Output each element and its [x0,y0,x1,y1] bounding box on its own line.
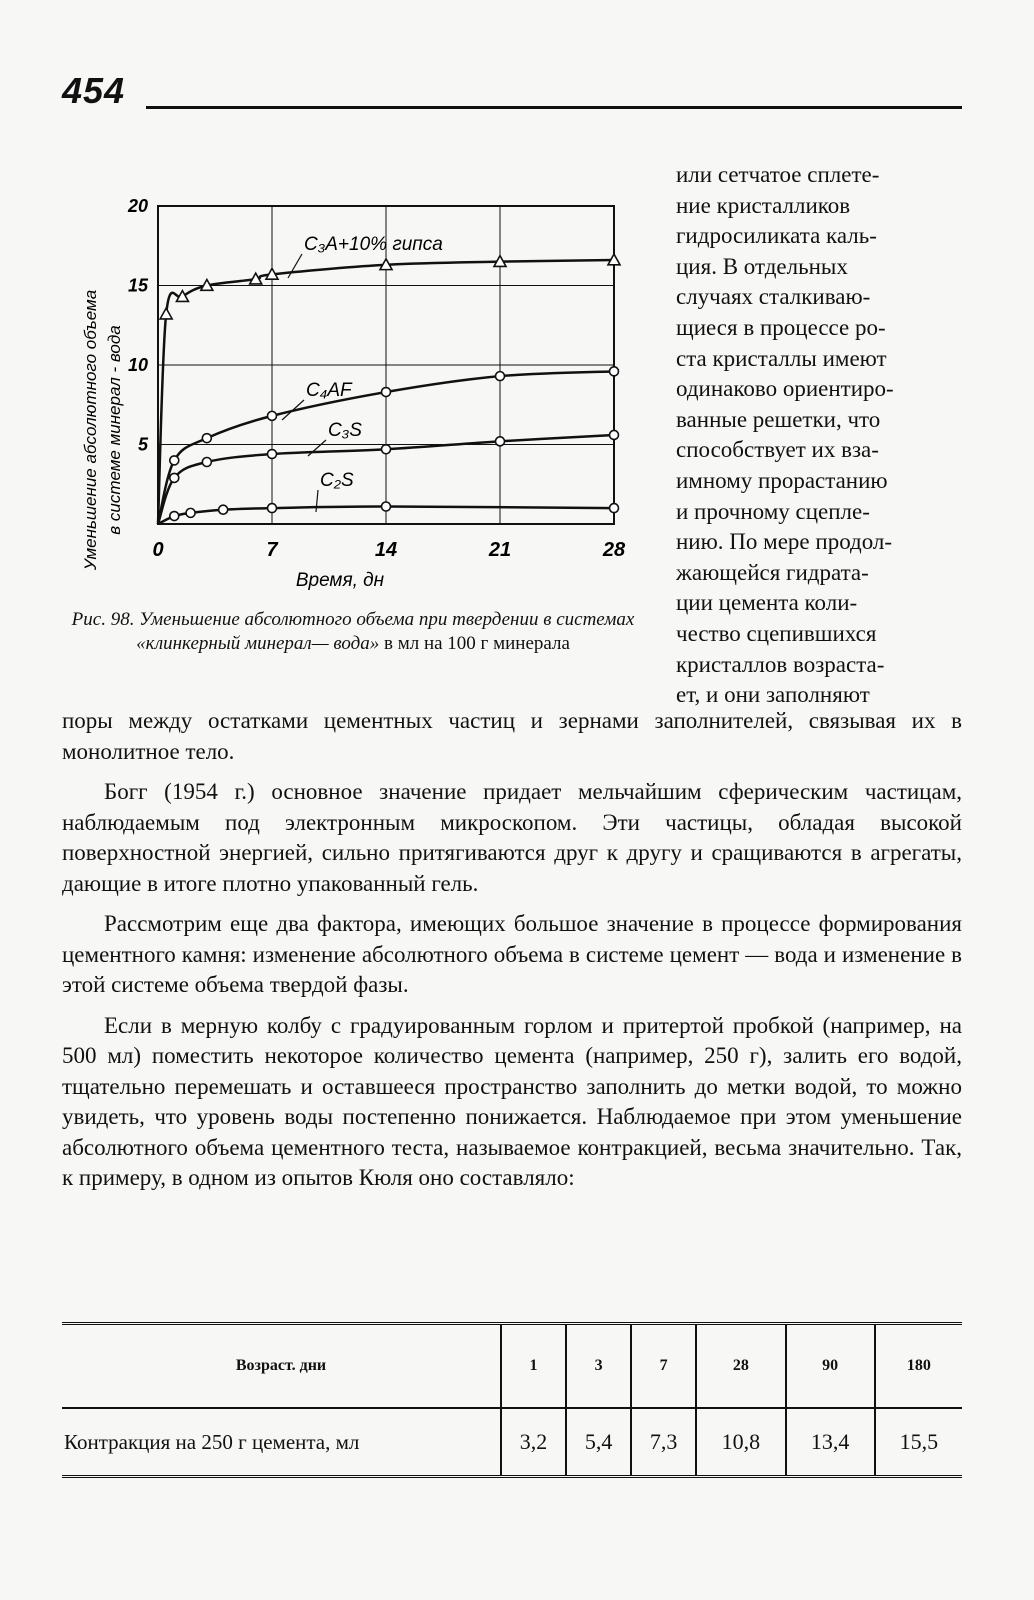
page-header [62,66,962,114]
data-point-circle [382,502,391,511]
series-label: C₃S [328,420,362,441]
contraction-table [62,1322,962,1478]
side-text-line: способствует их вза- [676,437,879,463]
table-header-cell: 90 [786,1324,875,1409]
x-tick-label: 14 [374,539,398,561]
data-point-circle [382,388,391,397]
side-text-line: чество сцепившихся [676,620,877,646]
x-tick-label: 21 [488,539,512,561]
side-text-line: нию. По мере продол- [676,529,893,555]
side-text-column [676,160,962,711]
y-axis-label-line2: в системе минерал - вода [105,325,124,535]
table-cell: 10,8 [696,1408,785,1477]
data-point-circle [170,512,179,521]
data-point-circle [202,457,211,466]
data-point-circle [170,473,179,482]
page-number: 454 [62,70,126,111]
series-label-leader [308,440,326,456]
paragraph-1: поры между остатками цементных частиц и зернами заполнителей, связывая их в монолитное тело. [62,708,962,764]
side-text-line: одинаково ориентиро- [676,376,894,402]
y-tick-label: 5 [137,434,148,455]
table-header-cell: 3 [566,1324,631,1409]
side-text-line: ет, и они заполняют [676,682,870,708]
caption-rest: в мл на 100 г минерала [379,633,570,654]
data-point-circle [202,434,211,443]
x-axis-label: Время, дн [295,570,385,591]
data-point-circle [268,504,277,513]
side-text-line: ние кристалликов [676,192,851,218]
chart-series [158,234,620,524]
side-text-line: или сетчатое сплете- [676,162,880,187]
data-point-triangle [160,308,172,319]
table-header-cell: 7 [631,1324,696,1409]
data-point-circle [610,367,619,376]
side-text-line: щиеся в процессе ро- [676,314,886,340]
side-text-line: случаях сталкиваю- [676,284,871,310]
data-point-circle [219,505,228,514]
series-label-leader [288,254,302,278]
table-cell: 5,4 [566,1408,631,1477]
data-point-circle [610,430,619,439]
data-point-circle [496,372,505,381]
x-tick-label: 28 [602,539,626,561]
x-tick-label: 0 [152,539,164,561]
table-row [62,1408,962,1477]
volume-chart [58,150,648,600]
y-tick-label: 20 [127,196,148,216]
side-text-line: имному прорастанию [676,467,888,493]
paragraph-4: Если в мерную колбу с градуированным горлом и притертой пробкой (например, на 500 мл) поместить некоторое количество цемента (например, 250 г), залить его водой, тщательно перемешать и оставшееся пространство заполнить до метки водой, то можно увидеть, что уровень воды постепенно понижается. Наблюдаемое при этом уменьшение абсолютного объема цементного теста, называемое контракцией, весьма значительно. Так, к примеру, в одном из опытов Кюля оно составляло: [62,1012,962,1190]
series-label: C₃A+10% гипса [304,234,443,255]
side-text-line: гидросиликата каль- [676,223,877,249]
caption-italic: Рис. 98. Уменьшение абсолютного объема при твердении в системах «клинкерный минерал— вода» [71,609,635,654]
series-label-leader [316,490,318,512]
table-cell: 7,3 [631,1408,696,1477]
table-header-cell: 1 [501,1324,566,1409]
data-point-circle [382,445,391,454]
y-axis-label-line1: Уменьшение абсолютного объема [81,289,100,571]
data-point-circle [186,508,195,517]
data-point-circle [268,450,277,459]
data-point-circle [610,504,619,513]
table-header-row [62,1324,962,1409]
data-point-circle [170,456,179,465]
table-header-cell: 180 [875,1324,962,1409]
figure-caption [58,608,648,656]
side-text-line: жающейся гидрата- [676,559,869,585]
table-header-cell: 28 [696,1324,785,1409]
series-label: C₄AF [306,380,352,401]
side-text-line: ция. В отдельных [676,253,848,279]
paragraph-2: Богг (1954 г.) основное значение придает мельчайшим сферическим частицам, наблюдаемым под электронным микроскопом. Эти частицы, обладая высокой поверхностной энергией, сильно притягиваются друг к другу и сращиваются в агрегаты, дающие в итоге плотно упакованный гель. [62,779,962,896]
y-tick-label: 10 [127,355,148,375]
table-cell: 3,2 [501,1408,566,1477]
header-rule [146,106,962,109]
y-tick-label: 15 [127,275,148,296]
x-tick-label: 7 [266,539,278,561]
figure-98 [58,150,648,690]
side-text-line: ванные решетки, что [676,406,881,432]
series-label: C₂S [320,470,354,491]
data-point-circle [268,411,277,420]
table-cell: 13,4 [786,1408,875,1477]
side-text-line: ста кристаллы имеют [676,345,887,371]
data-point-circle [496,437,505,446]
body-text [62,706,962,1194]
side-text-line: и прочному сцепле- [676,498,870,524]
table-header-label: Возраст. дни [235,1357,327,1374]
paragraph-3: Рассмотрим еще два фактора, имеющих большое значение в процессе формирования цементного камня: изменение абсолютного объема в системе цемент — вода и изменение в этой системе объема твердой фазы. [62,911,962,997]
side-text-line: кристаллов возраста- [676,651,885,677]
table-row-label: Контракция на 250 г цемента, мл [62,1408,501,1477]
table-cell: 15,5 [875,1408,962,1477]
side-text-line: ции цемента коли- [676,590,858,616]
